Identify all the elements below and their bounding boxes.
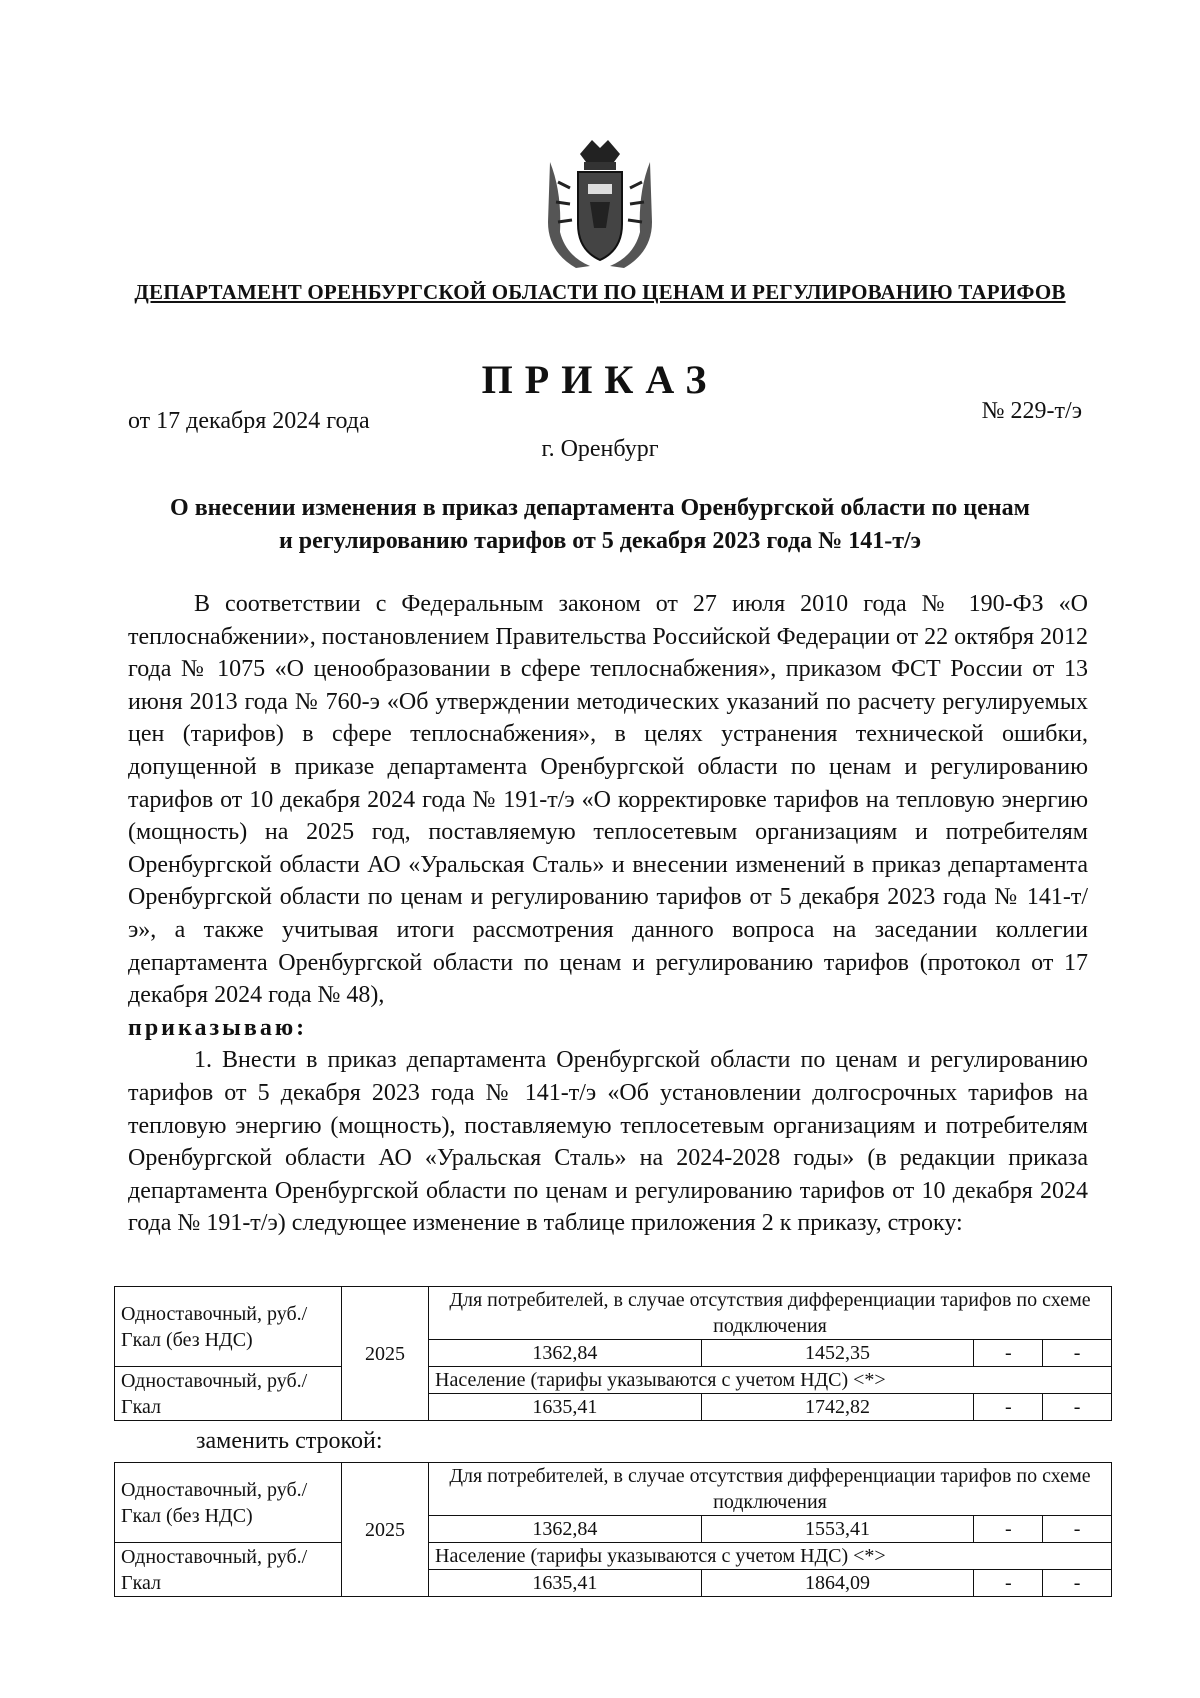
table-cell-value: - [1043, 1340, 1112, 1367]
table-cell-value: - [974, 1340, 1043, 1367]
document-type: ПРИКАЗ [481, 357, 719, 402]
document-city: г. Оренбург [541, 436, 659, 462]
table-cell-consumers-header: Для потребителей, в случае отсутствия дифференциации тарифов по схеме подключения [429, 1463, 1112, 1516]
table-cell-value: - [974, 1570, 1043, 1597]
department-name: ДЕПАРТАМЕНТ ОРЕНБУРГСКОЙ ОБЛАСТИ ПО ЦЕНАМ И РЕГУЛИРОВАНИЮ ТАРИФОВ [134, 280, 1066, 304]
table-cell-year: 2025 [342, 1463, 429, 1597]
table-cell-value: 1742,82 [701, 1394, 974, 1421]
document-date: от 17 декабря 2024 года [128, 408, 370, 434]
table-cell-value: 1635,41 [429, 1394, 702, 1421]
table-cell-value: - [1043, 1516, 1112, 1543]
table-cell-value: - [974, 1394, 1043, 1421]
subject-line-2: и регулированию тарифов от 5 декабря 2023 года № 141-т/э [278, 528, 922, 554]
new-tariff-table [114, 1462, 1112, 1597]
preamble-paragraph: В соответствии с Федеральным законом от 27 июля 2010 года № 190-ФЗ «О теплоснабжении», постановлением Правительства Российской Федерации от 22 октября 2012 года № 1075 «О ценообразовании в сфере теплоснабжения», приказом ФСТ России от 13 июня 2013 года № 760-э «Об утверждении методических указаний по расчету регулируемых цен (тарифов) в сфере теплоснабжения», в целях устранения технической ошибки, допущенной в приказе департамента Оренбургской области по ценам и регулированию тарифов от 10 декабря 2024 года № 191-т/э «О корректировке тарифов на тепловую энергию (мощность) на 2025 год, поставляемую теплосетевым организациям и потребителям Оренбургской области АО «Уральская Сталь» и внесении изменений в приказ департамента Оренбургской области по ценам и регулированию тарифов от 5 декабря 2023 года № 141-т/э», а также учитывая итоги рассмотрения данного вопроса на заседании коллегии департамента Оренбургской области по ценам и регулированию тарифов (протокол от 17 декабря 2024 года № 48), [128, 591, 1088, 1009]
coat-of-arms-icon [540, 132, 660, 272]
table-cell-label: Одноставочный, руб./Гкал (без НДС) [115, 1287, 342, 1367]
order-word: приказываю: [128, 1014, 308, 1041]
table-cell-value: 1635,41 [429, 1570, 702, 1597]
table-cell-value: 1452,35 [701, 1340, 974, 1367]
table-cell-value: - [1043, 1394, 1112, 1421]
document-body [128, 588, 1088, 1240]
replace-with-label: заменить строкой: [196, 1428, 383, 1454]
clause-1-paragraph: 1. Внести в приказ департамента Оренбургской области по ценам и регулированию тарифов от 5 декабря 2023 года № 141-т/э «Об установлении долгосрочных тарифов на тепловую энергию (мощность), поставляемую теплосетевым организациям и потребителям Оренбургской области АО «Уральская Сталь» на 2024-2028 годы» (в редакции приказа департамента Оренбургской области по ценам и регулированию тарифов от 10 декабря 2024 года № 191-т/э) следующее изменение в таблице приложения 2 к приказу, строку: [128, 1047, 1088, 1237]
table-cell-population-header: Население (тарифы указываются с учетом НДС) <*> [429, 1367, 1112, 1394]
table-cell-year: 2025 [342, 1287, 429, 1421]
old-tariff-table [114, 1286, 1112, 1421]
table-cell-value: 1362,84 [429, 1516, 702, 1543]
table-cell-value: 1864,09 [701, 1570, 974, 1597]
table-cell-value: - [974, 1516, 1043, 1543]
table-cell-population-header: Население (тарифы указываются с учетом НДС) <*> [429, 1543, 1112, 1570]
table-cell-label: Одноставочный, руб./Гкал [115, 1367, 342, 1421]
table-cell-value: 1553,41 [701, 1516, 974, 1543]
table-cell-value: 1362,84 [429, 1340, 702, 1367]
document-subject [120, 492, 1080, 558]
table-cell-label: Одноставочный, руб./Гкал (без НДС) [115, 1463, 342, 1543]
document-number: № 229-т/э [981, 398, 1082, 424]
table-cell-consumers-header: Для потребителей, в случае отсутствия дифференциации тарифов по схеме подключения [429, 1287, 1112, 1340]
subject-line-1: О внесении изменения в приказ департамента Оренбургской области по ценам [170, 495, 1030, 521]
table-cell-label: Одноставочный, руб./Гкал [115, 1543, 342, 1597]
table-cell-value: - [1043, 1570, 1112, 1597]
